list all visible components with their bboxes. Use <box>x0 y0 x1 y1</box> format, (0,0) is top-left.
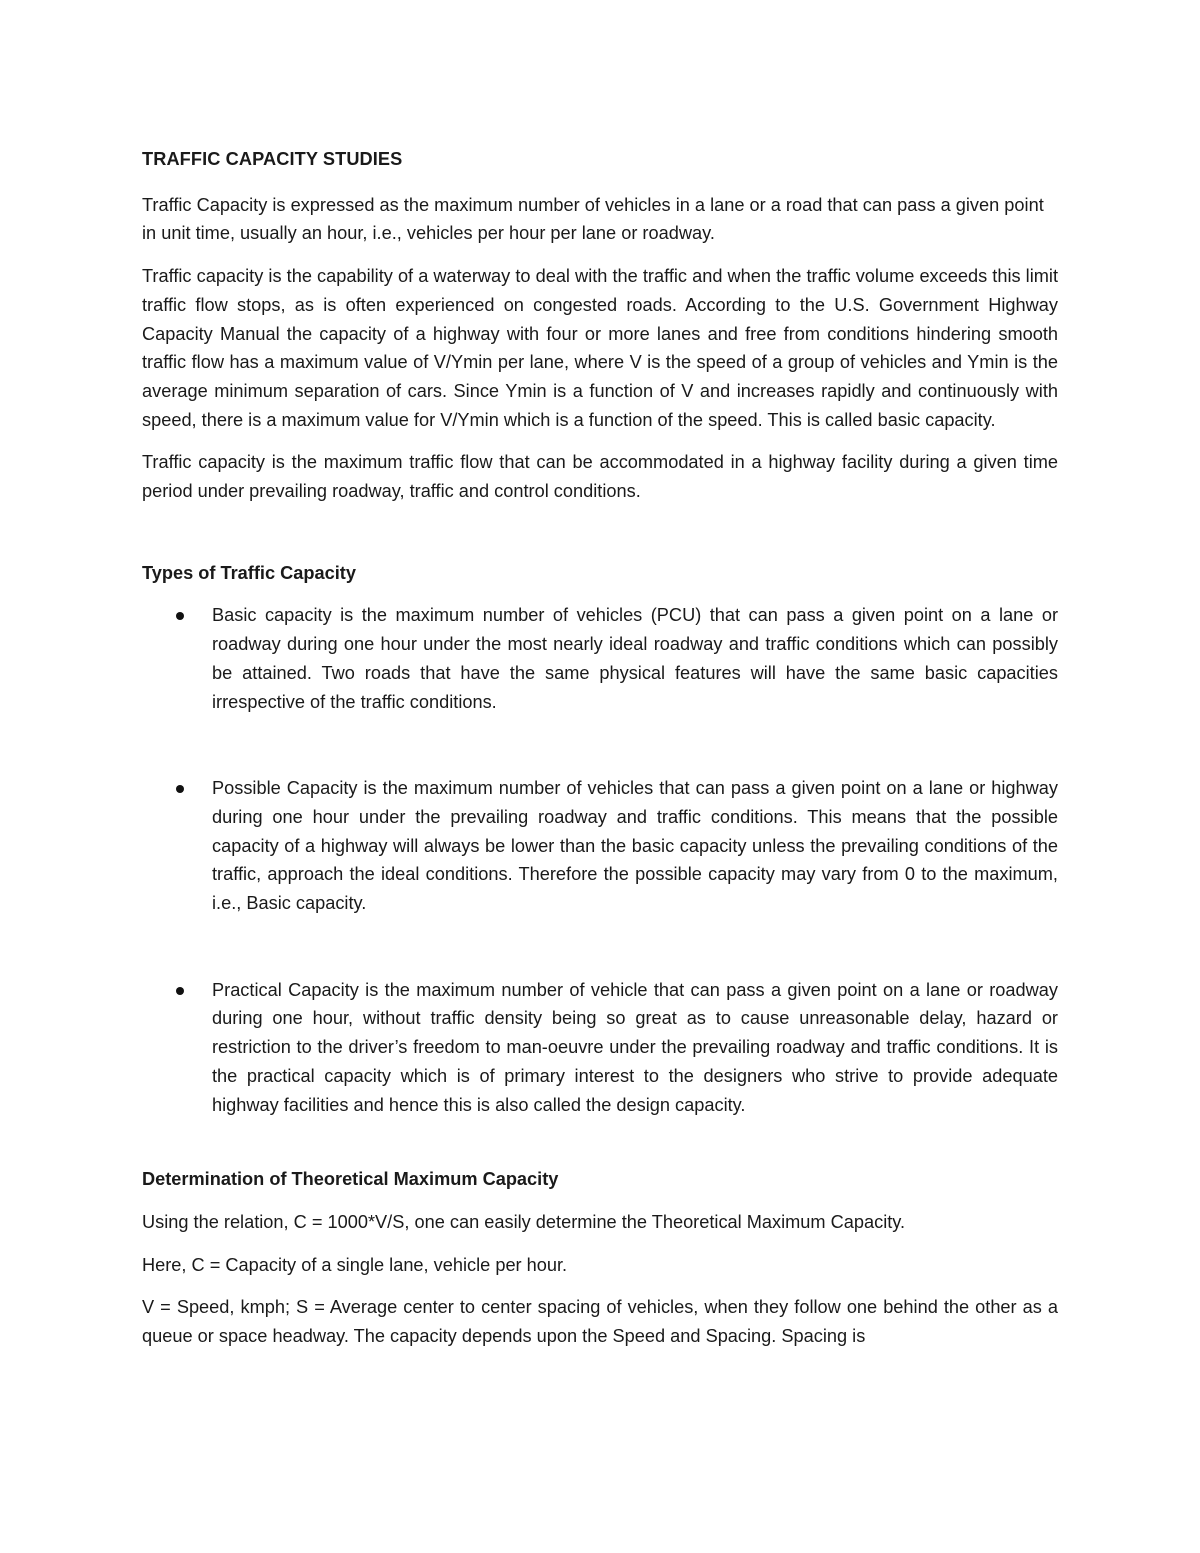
bullet-dot-icon <box>176 612 184 620</box>
determination-paragraph-1: Using the relation, C = 1000*V/S, one can easily determine the Theoretical Maximum Capacity. <box>142 1211 906 1232</box>
list-item-text: Practical Capacity is the maximum number of vehicle that can pass a given point on a lane or roadway during one hour, without traffic density being so great as to cause unreasonable delay, hazard or restriction to the driver’s freedom to man-oeuvre under the prevailing roadway and traffic conditions. It is the practical capacity which is of primary interest to the designers who strive to provide adequate highway facilities and hence this is also called the design capacity. <box>212 979 1058 1115</box>
types-heading: Types of Traffic Capacity <box>142 562 356 583</box>
intro-paragraph-1: Traffic Capacity is expressed as the maximum number of vehicles in a lane or a road that can pass a given point in unit time, usually an hour, i.e., vehicles per hour per lane or roadway. <box>142 194 1044 244</box>
intro-paragraph-2: Traffic capacity is the capability of a waterway to deal with the traffic and when the traffic volume exceeds this limit traffic flow stops, as is often experienced on congested roads. According to the U.S. Government Highway Capacity Manual the capacity of a highway with four or more lanes and free from conditions hindering smooth traffic flow has a maximum value of V/Ymin per lane, where V is the speed of a group of vehicles and Ymin is the average minimum separation of cars. Since Ymin is a function of V and increases rapidly and continuously with speed, there is a maximum value for V/Ymin which is a function of the speed. This is called basic capacity. <box>142 266 1058 430</box>
determination-heading: Determination of Theoretical Maximum Capacity <box>142 1169 559 1190</box>
list-item-basic-capacity <box>142 601 1058 716</box>
determination-paragraph-2: Here, C = Capacity of a single lane, vehicle per hour. <box>142 1254 568 1275</box>
document-body <box>142 145 1058 1365</box>
types-list <box>142 601 1058 1119</box>
list-item-text: Possible Capacity is the maximum number of vehicles that can pass a given point on a lane or highway during one hour under the prevailing roadway and traffic conditions. This means that the possible capacity of a highway will always be lower than the basic capacity unless the prevailing conditions of the traffic, approach the ideal conditions. Therefore the possible capacity may vary from 0 to the maximum, i.e., Basic capacity. <box>212 778 1058 914</box>
intro-paragraph-3: Traffic capacity is the maximum traffic flow that can be accommodated in a highway facility during a given time period under prevailing roadway, traffic and control conditions. <box>142 452 1058 502</box>
section-spacer <box>142 520 1058 559</box>
list-item-possible-capacity <box>142 774 1058 918</box>
list-item-practical-capacity <box>142 976 1058 1120</box>
bullet-dot-icon <box>176 785 184 793</box>
determination-paragraph-3: V = Speed, kmph; S = Average center to center spacing of vehicles, when they follow one behind the other as a queue or space headway. The capacity depends upon the Speed and Spacing. Spacing is <box>142 1297 1058 1347</box>
list-item-text: Basic capacity is the maximum number of vehicles (PCU) that can pass a given point on a lane or roadway during one hour under the most nearly ideal roadway and traffic conditions which can possibly be attained. Two roads that have the same physical features will have the same basic capacities irrespective of the traffic conditions. <box>212 605 1058 712</box>
bullet-dot-icon <box>176 987 184 995</box>
document-title: TRAFFIC CAPACITY STUDIES <box>142 149 403 169</box>
